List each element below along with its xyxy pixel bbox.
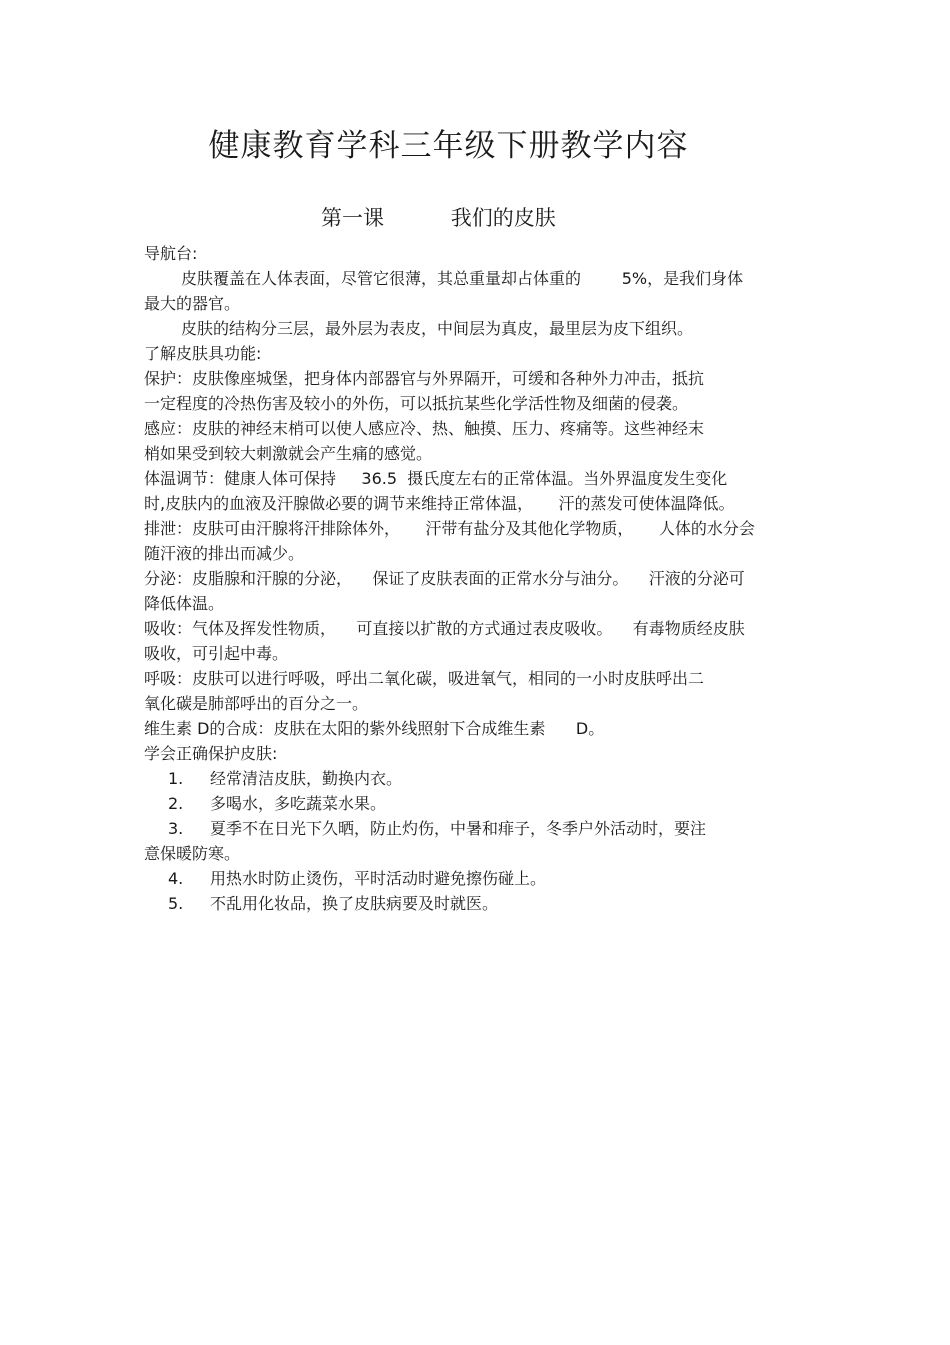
paragraph-line: 降低体温。 [144, 594, 225, 613]
paragraph-line: 分泌：皮脂腺和汗腺的分泌， 保证了皮肤表面的正常水分与油分。 汗液的分泌可 [144, 569, 745, 588]
list-item [144, 816, 806, 841]
section-heading-functions: 了解皮肤具功能: [144, 344, 262, 363]
list-item [144, 866, 806, 891]
paragraph-line: 一定程度的冷热伤害及较小的外伤，可以抵抗某些化学活性物及细菌的侵袭。 [144, 394, 689, 413]
paragraph-line: 吸收：气体及挥发性物质， 可直接以扩散的方式通过表皮吸收。 有毒物质经皮肤 [144, 619, 745, 638]
paragraph-line: 体温调节：健康人体可保持 36.5 摄氏度左右的正常体温。当外界温度发生变化 [144, 469, 728, 488]
list-text: 经常清洁皮肤，勤换内衣。 [210, 769, 403, 788]
paragraph-line: 氧化碳是肺部呼出的百分之一。 [144, 694, 369, 713]
list-text: 不乱用化妆品，换了皮肤病要及时就医。 [210, 894, 499, 913]
lesson-subtitle: 第一课 我们的皮肤 [321, 206, 556, 230]
paragraph-line: 随汗液的排出而减少。 [144, 544, 305, 563]
page-title: 健康教育学科三年级下册教学内容 [208, 128, 689, 164]
list-item [144, 766, 806, 791]
list-text: 夏季不在日光下久晒，防止灼伤，中暑和痱子，冬季户外活动时，要注 [210, 819, 707, 838]
paragraph-line: 排泄：皮肤可由汗腺将汗排除体外， 汗带有盐分及其他化学物质， 人体的水分会 [144, 519, 755, 538]
list-number: 4. [168, 869, 184, 888]
paragraph-line: 维生素 D的合成：皮肤在太阳的紫外线照射下合成维生素 D。 [144, 719, 605, 738]
list-item-continuation [144, 841, 806, 866]
list-number: 5. [168, 894, 184, 913]
list-number: 3. [168, 819, 184, 838]
paragraph-line: 保护：皮肤像座城堡，把身体内部器官与外界隔开，可缓和各种外力冲击，抵抗 [144, 369, 705, 388]
section-heading-protect: 学会正确保护皮肤: [144, 744, 278, 763]
list-number: 1. [168, 769, 184, 788]
list-item [144, 791, 806, 816]
section-heading-nav: 导航台: [144, 244, 198, 263]
paragraph-line: 感应：皮肤的神经末梢可以使人感应冷、热、触摸、压力、疼痛等。这些神经末 [144, 419, 705, 438]
paragraph-line: 呼吸：皮肤可以进行呼吸，呼出二氧化碳，吸进氧气，相同的一小时皮肤呼出二 [144, 669, 705, 688]
paragraph-line: 吸收，可引起中毒。 [144, 644, 289, 663]
list-text: 意保暖防寒。 [144, 844, 241, 863]
paragraph-line: 梢如果受到较大刺激就会产生痛的感觉。 [144, 444, 433, 463]
paragraph-line: 皮肤的结构分三层，最外层为表皮，中间层为真皮，最里层为皮下组织。 [181, 319, 694, 338]
list-text: 用热水时防止烫伤，平时活动时避免擦伤碰上。 [210, 869, 547, 888]
paragraph-line: 最大的器官。 [144, 294, 241, 313]
list-text: 多喝水，多吃蔬菜水果。 [210, 794, 387, 813]
lesson-body [144, 241, 806, 916]
list-item [144, 891, 806, 916]
paragraph-line: 皮肤覆盖在人体表面，尽管它很薄，其总重量却占体重的 5%，是我们身体 [181, 269, 744, 288]
paragraph-line: 时,皮肤内的血液及汗腺做必要的调节来维持正常体温， 汗的蒸发可使体温降低。 [144, 494, 735, 513]
list-number: 2. [168, 794, 184, 813]
